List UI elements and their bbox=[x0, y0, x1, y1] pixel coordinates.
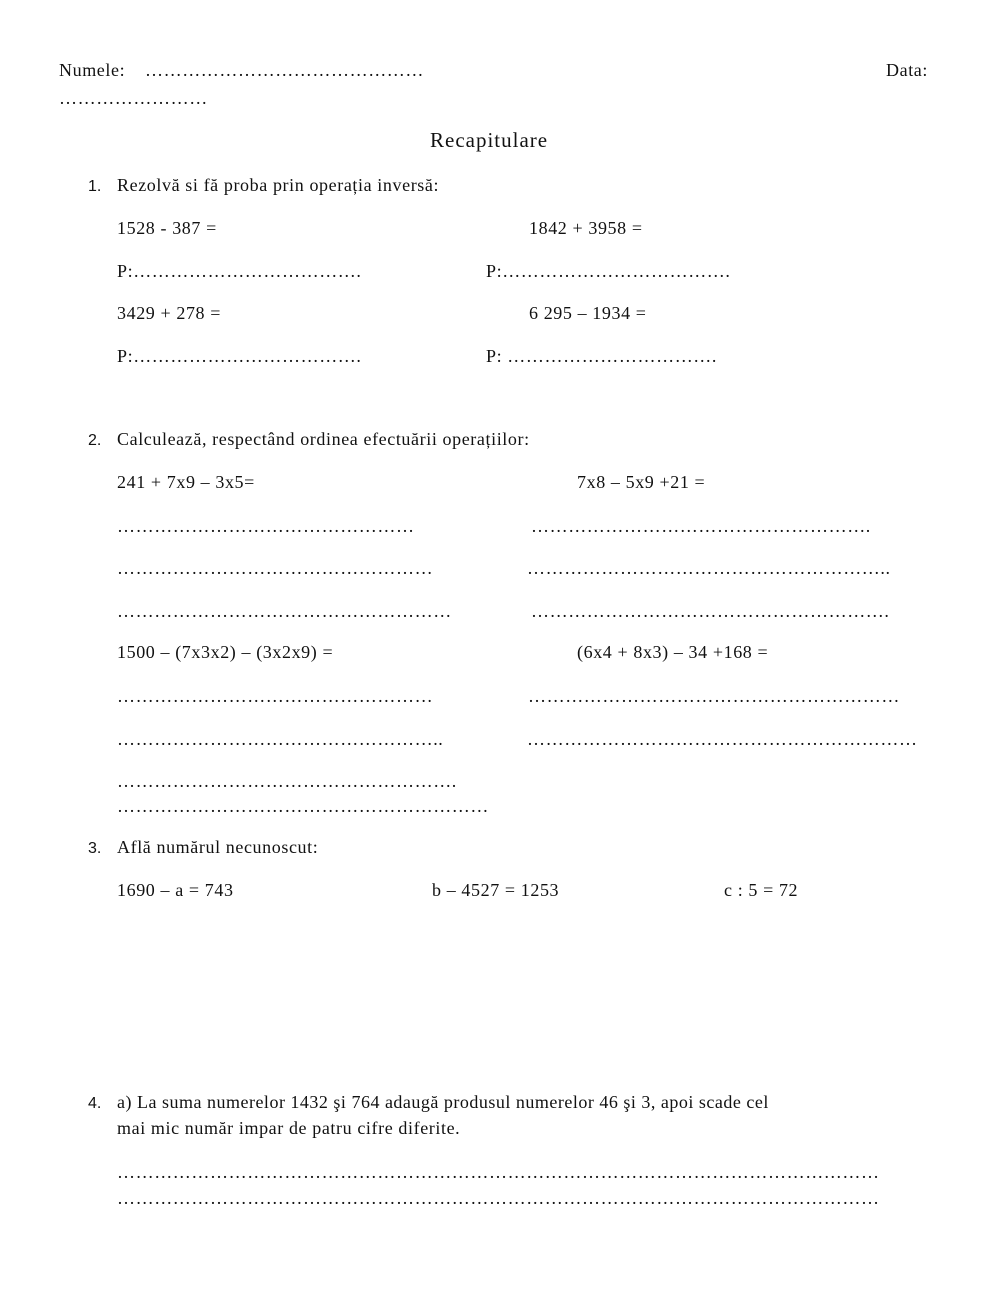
ex2-expr-4: (6x4 + 8x3) – 34 +168 = bbox=[577, 642, 769, 662]
ex2-answer-line[interactable]: …………………………………………….. bbox=[117, 729, 444, 749]
ex2-expr-3: 1500 – (7x3x2) – (3x2x9) = bbox=[117, 642, 334, 662]
ex2-expr-1: 241 + 7x9 – 3x5= bbox=[117, 472, 255, 492]
ex1-check-4[interactable]: P: ……………………………. bbox=[486, 346, 718, 366]
ex1-check-3[interactable]: P:………………………………. bbox=[117, 346, 362, 366]
ex3-prompt: Află numărul necunoscut: bbox=[117, 837, 319, 857]
ex1-check-1[interactable]: P:………………………………. bbox=[117, 261, 362, 281]
name-label: Numele: bbox=[59, 60, 126, 80]
ex1-op-1: 1528 - 387 = bbox=[117, 218, 217, 238]
ex2-answer-line[interactable]: ………………………………………………….. bbox=[527, 558, 891, 578]
ex4-number: 4. bbox=[88, 1095, 102, 1112]
name-field[interactable]: ……………………………………… bbox=[145, 60, 424, 80]
ex1-op-4: 6 295 – 1934 = bbox=[529, 303, 647, 323]
ex3-eq-2: b – 4527 = 1253 bbox=[432, 880, 560, 900]
ex2-answer-line[interactable]: …………………………………………………. bbox=[531, 601, 890, 621]
ex2-expr-2: 7x8 – 5x9 +21 = bbox=[577, 472, 706, 492]
ex1-prompt: Rezolvă si fă proba prin operația inversă: bbox=[117, 175, 440, 195]
ex2-answer-line[interactable]: ………………………………………… bbox=[117, 516, 415, 536]
page-title: Recapitulare bbox=[430, 128, 549, 152]
ex2-answer-line[interactable]: ……………………………………………………… bbox=[527, 729, 918, 749]
ex2-answer-line[interactable]: ……………………………………………… bbox=[117, 601, 452, 621]
ex3-eq-1: 1690 – a = 743 bbox=[117, 880, 234, 900]
ex2-prompt: Calculează, respectând ordinea efectuării operațiilor: bbox=[117, 429, 530, 449]
ex1-check-2[interactable]: P:………………………………. bbox=[486, 261, 731, 281]
ex2-answer-line[interactable]: ………………………………………………. bbox=[117, 771, 457, 791]
ex2-answer-line[interactable]: …………………………………………………… bbox=[528, 686, 900, 706]
date-field[interactable]: …………………… bbox=[59, 88, 208, 108]
ex2-answer-line[interactable]: ………………………………………………. bbox=[531, 516, 871, 536]
ex3-number: 3. bbox=[88, 840, 102, 857]
ex1-op-2: 1842 + 3958 = bbox=[529, 218, 643, 238]
ex2-number: 2. bbox=[88, 432, 102, 449]
ex4-text-line-2: mai mic număr impar de patru cifre diferite. bbox=[117, 1118, 461, 1138]
ex3-eq-3: c : 5 = 72 bbox=[724, 880, 799, 900]
ex2-answer-line[interactable]: …………………………………………… bbox=[117, 686, 434, 706]
date-label: Data: bbox=[886, 60, 928, 80]
ex1-number: 1. bbox=[88, 178, 102, 195]
ex4-answer-line[interactable]: …………………………………………………………………………………………………………… bbox=[117, 1188, 880, 1208]
ex1-op-3: 3429 + 278 = bbox=[117, 303, 222, 323]
ex4-text-line-1: a) La suma numerelor 1432 şi 764 adaugă produsul numerelor 46 şi 3, apoi scade cel bbox=[117, 1092, 769, 1112]
ex2-answer-line[interactable]: …………………………………………………… bbox=[117, 796, 489, 816]
ex2-answer-line[interactable]: …………………………………………… bbox=[117, 558, 434, 578]
ex4-answer-line[interactable]: …………………………………………………………………………………………………………… bbox=[117, 1162, 880, 1182]
